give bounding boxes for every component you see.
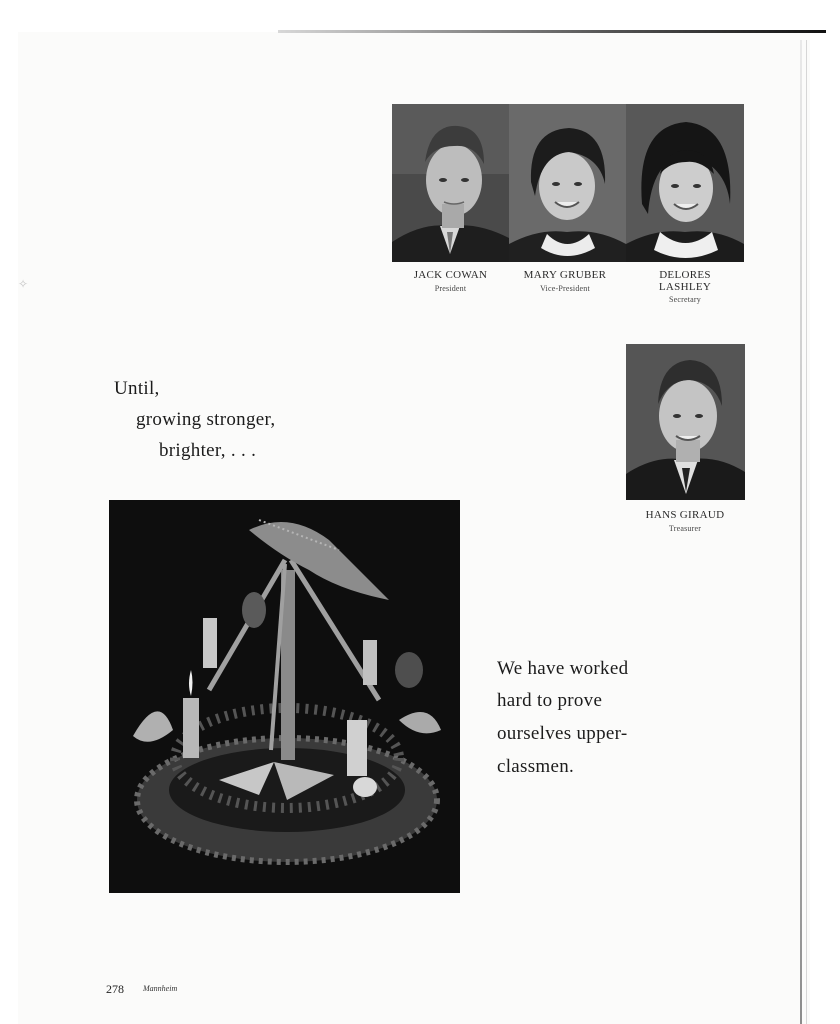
- page-number: 278: [106, 982, 124, 996]
- officer-name-4: HANS GIRAUD: [645, 509, 725, 521]
- publication-title: Mannheim: [143, 984, 178, 993]
- portrait-jack-cowan: [392, 104, 509, 262]
- advent-wreath-photo: [109, 500, 460, 893]
- officer-title-4: Treasurer: [668, 524, 702, 533]
- caption-line-2: hard to prove: [497, 690, 603, 711]
- caption-line-1: We have worked: [497, 658, 629, 679]
- portrait-mary-gruber: [509, 104, 626, 262]
- officer-title-2: Vice-President: [540, 284, 590, 293]
- portrait-delores-lashley: [626, 104, 744, 262]
- verse-line-1: Until,: [114, 378, 160, 399]
- page-binding-edge: [800, 40, 802, 1024]
- officer-name-1: JACK COWAN: [413, 269, 488, 281]
- page-top-edge: [278, 30, 826, 33]
- officer-name-3: DELORES LASHLEY: [658, 269, 712, 293]
- officer-title-3: Secretary: [668, 295, 701, 304]
- verse-line-2: growing stronger,: [136, 409, 276, 430]
- caption-line-3: ourselves upper-: [497, 723, 628, 744]
- page-binding-edge-shadow: [806, 40, 807, 1024]
- officer-name-2: MARY GRUBER: [523, 269, 607, 281]
- officer-title-1: President: [434, 284, 467, 293]
- scan-mark: ✧: [18, 277, 29, 291]
- caption-line-4: classmen.: [497, 756, 575, 777]
- portrait-hans-giraud: [626, 344, 745, 500]
- verse-line-3: brighter, . . .: [159, 440, 257, 461]
